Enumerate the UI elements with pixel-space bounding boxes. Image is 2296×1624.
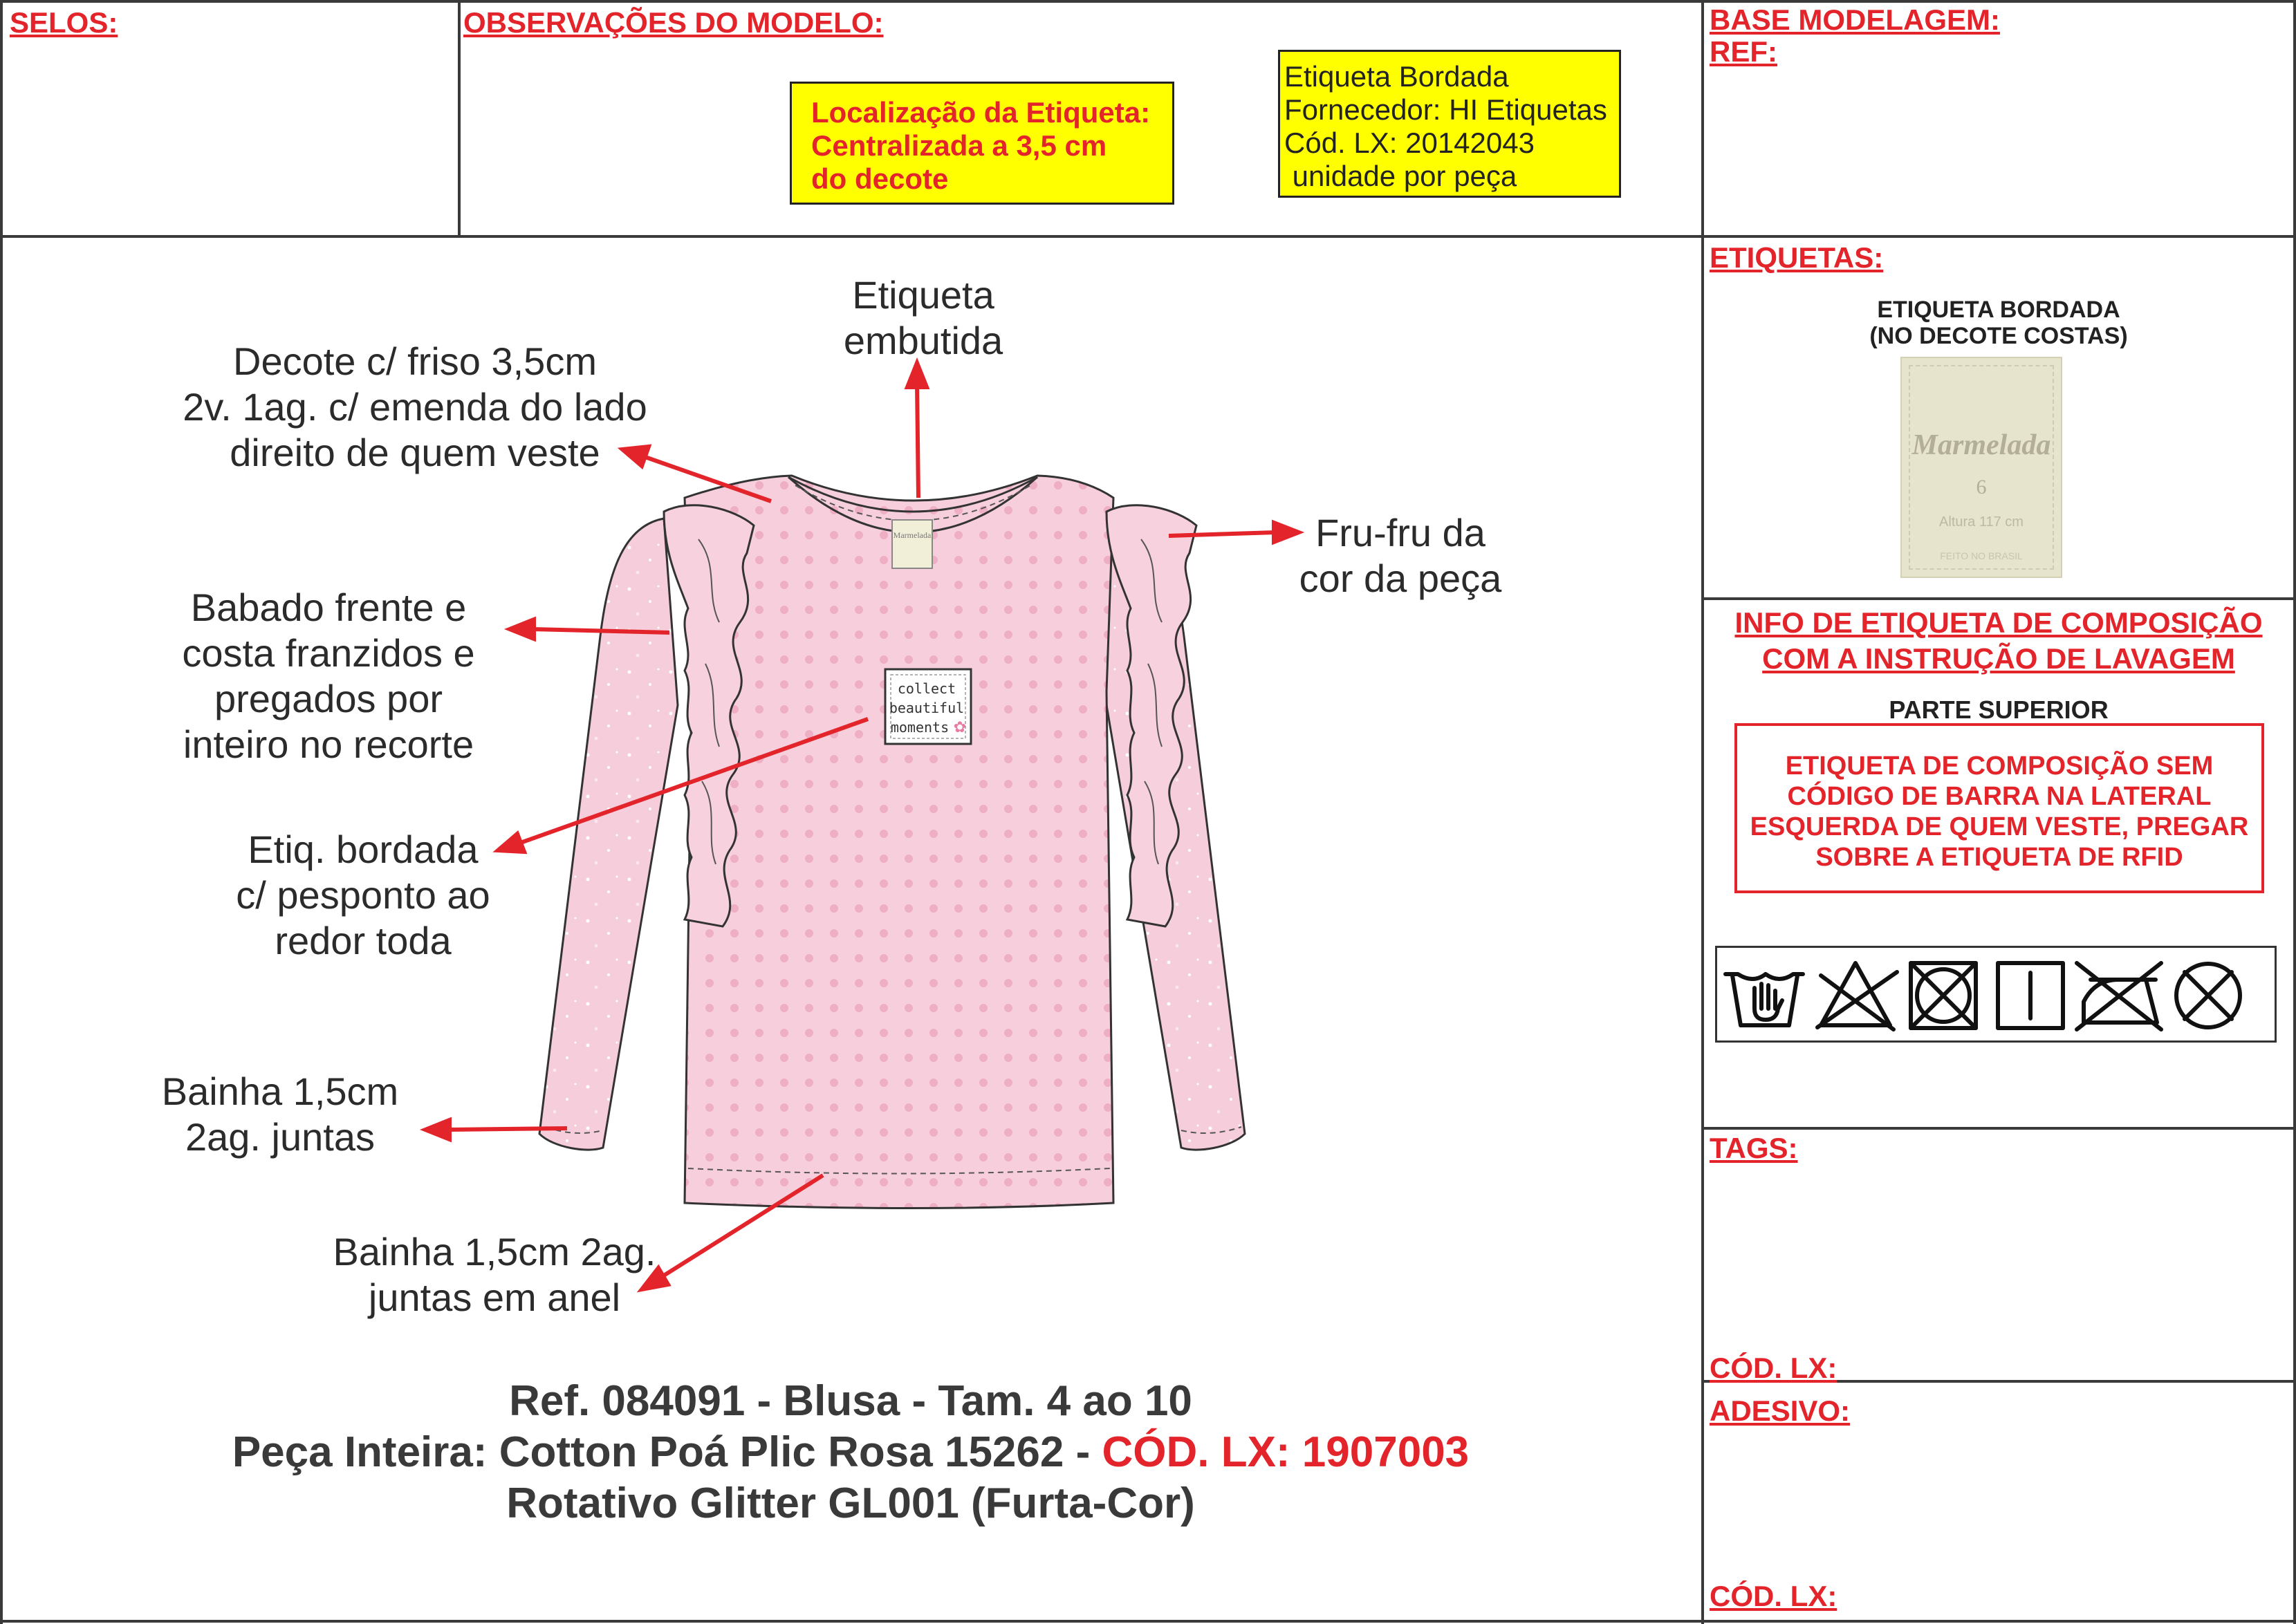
callout-babado-line-4: inteiro no recorte bbox=[183, 722, 474, 766]
etiqueta-info-line-2: Fornecedor: HI Etiquetas bbox=[1284, 93, 1607, 126]
adesivo-cod-lx-label: CÓD. LX: bbox=[1710, 1580, 1837, 1612]
composicao-box-line-2: CÓDIGO DE BARRA NA LATERAL bbox=[1787, 782, 2212, 811]
etiqueta-info-line-3: Cód. LX: 20142043 bbox=[1284, 127, 1535, 159]
reference-line-1: Ref. 084091 - Blusa - Tam. 4 ao 10 bbox=[509, 1377, 1192, 1425]
hand-wash-icon bbox=[1725, 974, 1803, 1025]
etiqueta-info-line-1: Etiqueta Bordada bbox=[1284, 60, 1509, 93]
composicao-title-1: INFO DE ETIQUETA DE COMPOSIÇÃO bbox=[1734, 606, 2263, 639]
callout-babado-line-2: costa franzidos e bbox=[182, 631, 475, 675]
callout-bainha-manga bbox=[138, 1069, 422, 1160]
callout-bainha-barra-line-1: Bainha 1,5cm 2ag. bbox=[333, 1230, 656, 1273]
composicao-box-line-4: SOBRE A ETIQUETA DE RFID bbox=[1815, 843, 2183, 872]
composicao-box bbox=[1734, 723, 2264, 893]
inner-neck-label bbox=[892, 520, 932, 568]
localizacao-line-3: do decote bbox=[811, 162, 949, 195]
callout-etiqueta-embutida bbox=[837, 272, 1010, 364]
reference-line-2-text: Peça Inteira: Cotton Poá Plic Rosa 15262 - bbox=[232, 1428, 1102, 1476]
garment-body bbox=[685, 476, 1113, 1208]
no-tumble-dry-icon bbox=[1911, 963, 1976, 1028]
callout-bainha-manga-line-1: Bainha 1,5cm bbox=[161, 1070, 399, 1113]
callout-etiq-bordada bbox=[214, 827, 512, 964]
left-sleeve bbox=[539, 519, 678, 1150]
ref-label: REF: bbox=[1710, 35, 1777, 68]
callout-bainha-barra bbox=[304, 1229, 685, 1320]
care-symbols-svg bbox=[1717, 948, 2275, 1040]
observacoes-label: OBSERVAÇÕES DO MODELO: bbox=[463, 6, 884, 39]
reference-line-2 bbox=[14, 1427, 1687, 1478]
reference-line-3: Rotativo Glitter GL001 (Furta-Cor) bbox=[506, 1480, 1195, 1527]
callout-frufru-line-2: cor da peça bbox=[1299, 557, 1502, 600]
etiqueta-bordada-title-2: (NO DECOTE COSTAS) bbox=[1869, 323, 2128, 349]
sidebar-rule-1 bbox=[1701, 597, 2296, 600]
patch-line-1: collect bbox=[897, 680, 956, 697]
line-dry-icon bbox=[1998, 963, 2063, 1028]
base-modelagem-label: BASE MODELAGEM: bbox=[1710, 3, 2000, 36]
composicao-box-line-3: ESQUERDA DE QUEM VESTE, PREGAR bbox=[1750, 812, 2249, 841]
selos-label: SELOS: bbox=[10, 6, 118, 39]
callout-bainha-manga-line-2: 2ag. juntas bbox=[185, 1115, 375, 1159]
callout-etiqueta-embutida-line-2: embutida bbox=[843, 319, 1003, 362]
localizacao-line-1: Localização da Etiqueta: bbox=[811, 96, 1151, 129]
etiqueta-info-line-4: unidade por peça bbox=[1284, 160, 1517, 192]
callout-etiq-bordada-line-3: redor toda bbox=[275, 919, 452, 962]
callout-decote-line-2: 2v. 1ag. c/ emenda do lado bbox=[183, 385, 647, 429]
no-iron-icon bbox=[2077, 963, 2161, 1029]
tags-cod-lx-label: CÓD. LX: bbox=[1710, 1352, 1837, 1384]
callout-decote-line-3: direito de quem veste bbox=[230, 431, 600, 474]
tags-label: TAGS: bbox=[1710, 1132, 1798, 1164]
callout-etiq-bordada-line-2: c/ pesponto ao bbox=[236, 873, 490, 917]
woven-label-height: Altura 117 cm bbox=[1939, 514, 2024, 530]
reference-cod-lx: CÓD. LX: 1907003 bbox=[1102, 1428, 1470, 1476]
callout-decote bbox=[166, 339, 664, 476]
no-bleach-icon bbox=[1817, 963, 1897, 1029]
care-symbols-strip bbox=[1715, 946, 2277, 1043]
localizacao-line-2: Centralizada a 3,5 cm bbox=[811, 129, 1107, 162]
callout-babado bbox=[152, 585, 505, 767]
no-dry-clean-icon bbox=[2176, 964, 2240, 1027]
etiqueta-bordada-title-1: ETIQUETA BORDADA bbox=[1877, 297, 2120, 323]
reference-block bbox=[14, 1376, 1687, 1529]
callout-frufru-line-1: Fru-fru da bbox=[1315, 511, 1485, 554]
woven-label-origin: FEITO NO BRASIL bbox=[1940, 550, 2023, 561]
callout-etiqueta-embutida-line-1: Etiqueta bbox=[852, 273, 994, 317]
patch-line-3: moments bbox=[890, 719, 950, 736]
callout-decote-line-1: Decote c/ friso 3,5cm bbox=[233, 339, 597, 383]
callout-babado-line-3: pregados por bbox=[214, 677, 443, 720]
sidebar-rule-2 bbox=[1701, 1127, 2296, 1130]
callout-frufru bbox=[1286, 510, 1515, 601]
inner-neck-label-text: Marmelada bbox=[893, 530, 932, 540]
etiquetas-label: ETIQUETAS: bbox=[1710, 241, 1884, 274]
composicao-box-line-1: ETIQUETA DE COMPOSIÇÃO SEM bbox=[1785, 752, 2214, 781]
woven-label-image bbox=[1900, 357, 2062, 578]
adesivo-label: ADESIVO: bbox=[1710, 1394, 1851, 1427]
callout-etiq-bordada-line-1: Etiq. bordada bbox=[248, 828, 479, 871]
woven-label-size: 6 bbox=[1976, 476, 1987, 498]
callout-bainha-barra-line-2: juntas em anel bbox=[368, 1276, 621, 1319]
parte-superior-label: PARTE SUPERIOR bbox=[1889, 696, 2109, 724]
composicao-title-2: COM A INSTRUÇÃO DE LAVAGEM bbox=[1762, 642, 2235, 675]
woven-label-brand: Marmelada bbox=[1911, 429, 2051, 461]
flower-icon: ✿ bbox=[953, 719, 967, 736]
callout-babado-line-1: Babado frente e bbox=[190, 586, 467, 629]
patch-line-2: beautiful bbox=[889, 700, 965, 716]
